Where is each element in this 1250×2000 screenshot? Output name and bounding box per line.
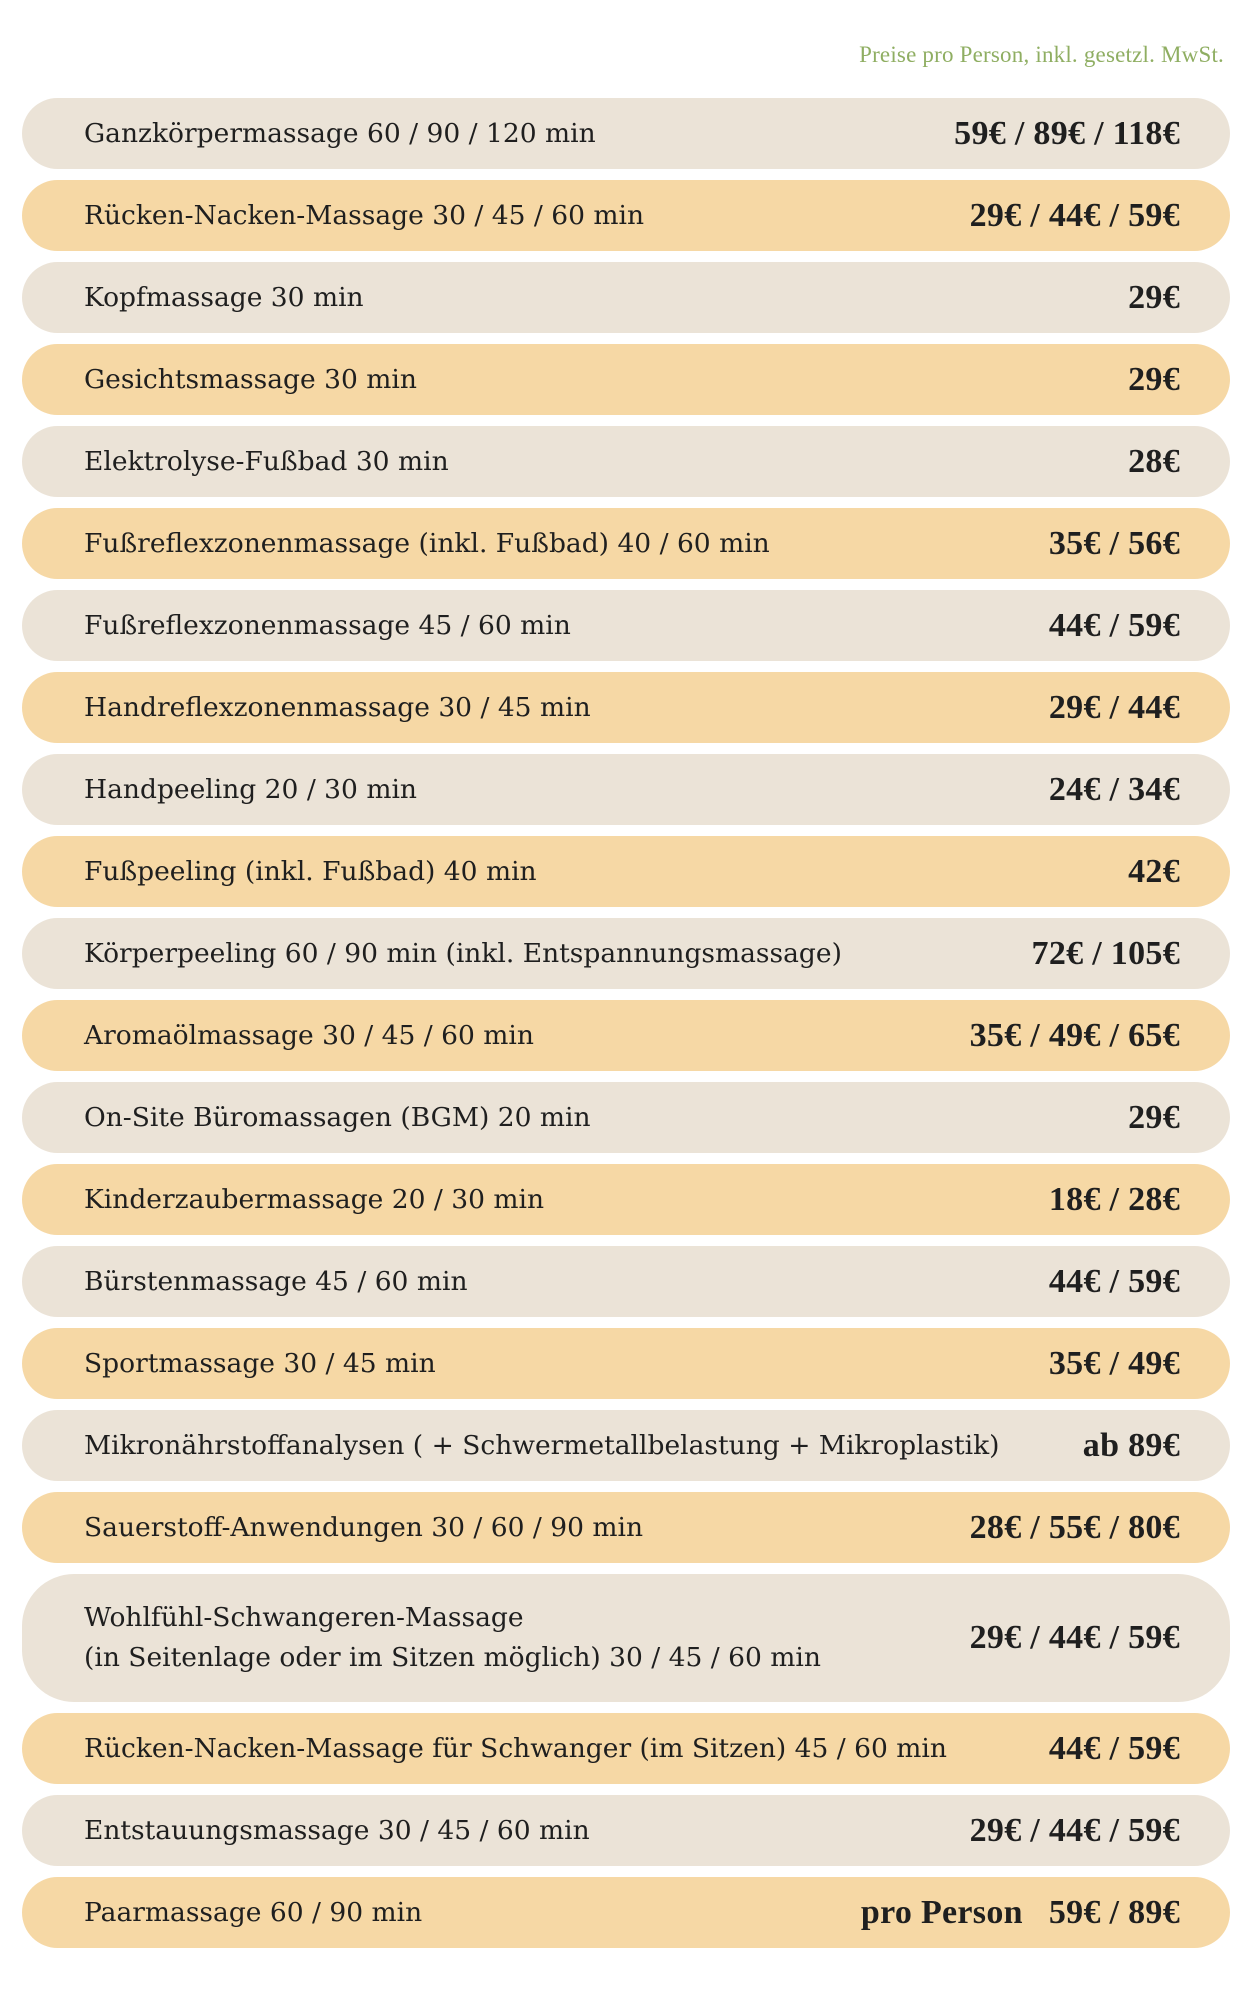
price-row-sportmassage <box>22 1328 1230 1399</box>
price-row-gesichtsmassage <box>22 344 1230 415</box>
service-name: Körperpeeling 60 / 90 min (inkl. Entspannungsmassage) <box>84 937 842 969</box>
price-row-koerperpeeling <box>22 918 1230 989</box>
service-price: 29€ / 44€ <box>1048 688 1180 726</box>
price-row-mikronaehrstoffanalysen <box>22 1410 1230 1481</box>
price-row-ganzkoerpermassage <box>22 98 1230 169</box>
service-price: 24€ / 34€ <box>1048 770 1180 808</box>
service-name: Sportmassage 30 / 45 min <box>84 1347 436 1379</box>
service-name: Rücken-Nacken-Massage 30 / 45 / 60 min <box>84 199 645 231</box>
service-price: ab 89€ <box>1082 1426 1180 1464</box>
service-price: 35€ / 49€ <box>1048 1344 1180 1382</box>
service-name: Aromaölmassage 30 / 45 / 60 min <box>84 1019 534 1051</box>
service-name: Handreflexzonenmassage 30 / 45 min <box>84 691 591 723</box>
service-name: Bürstenmassage 45 / 60 min <box>84 1265 468 1297</box>
service-name: Sauerstoff-Anwendungen 30 / 60 / 90 min <box>84 1511 644 1543</box>
service-price: 29€ <box>1128 278 1180 316</box>
service-price: 29€ <box>1128 1098 1180 1136</box>
price-note: Preise pro Person, inkl. gesetzl. MwSt. <box>859 42 1224 67</box>
price-list <box>22 98 1230 1959</box>
service-price: 29€ / 44€ / 59€ <box>969 1811 1180 1849</box>
service-name: Kinderzaubermassage 20 / 30 min <box>84 1183 545 1215</box>
service-price: 59€ / 89€ <box>1048 1893 1180 1931</box>
price-row-kopfmassage <box>22 262 1230 333</box>
service-price: 35€ / 56€ <box>1048 524 1180 562</box>
service-price: 44€ / 59€ <box>1048 1262 1180 1300</box>
service-name: Gesichtsmassage 30 min <box>84 363 417 395</box>
service-price: 29€ <box>1128 360 1180 398</box>
price-row-wohlfuehl-schwangeren-massage <box>22 1574 1230 1702</box>
price-row-aromaoelmassage <box>22 1000 1230 1071</box>
price-row-fusspeeling <box>22 836 1230 907</box>
service-price: 59€ / 89€ / 118€ <box>954 114 1180 152</box>
service-name: Fußreflexzonenmassage 45 / 60 min <box>84 609 571 641</box>
service-name: Mikronährstoffanalysen ( + Schwermetallbelastung + Mikroplastik) <box>84 1429 1000 1461</box>
price-row-paarmassage <box>22 1877 1230 1948</box>
price-prefix: pro Person <box>860 1893 1023 1931</box>
price-row-sauerstoff-anwendungen <box>22 1492 1230 1563</box>
service-price: 35€ / 49€ / 65€ <box>969 1016 1180 1054</box>
service-name: Entstauungsmassage 30 / 45 / 60 min <box>84 1814 590 1846</box>
service-name: Ganzkörpermassage 60 / 90 / 120 min <box>84 117 596 149</box>
price-row-ruecken-nacken-schwanger <box>22 1713 1230 1784</box>
price-row-kinderzaubermassage <box>22 1164 1230 1235</box>
price-row-ruecken-nacken-massage <box>22 180 1230 251</box>
service-price-group <box>861 1894 1180 1932</box>
service-name: Handpeeling 20 / 30 min <box>84 773 417 805</box>
price-row-handpeeling <box>22 754 1230 825</box>
price-row-fussreflexzonenmassage <box>22 590 1230 661</box>
service-name-line-1: Wohlfühl-Schwangeren-Massage <box>84 1602 524 1633</box>
price-row-elektrolyse-fussbad <box>22 426 1230 497</box>
price-row-entstauungsmassage <box>22 1795 1230 1866</box>
service-name: On-Site Büromassagen (BGM) 20 min <box>84 1101 591 1133</box>
service-name: Fußpeeling (inkl. Fußbad) 40 min <box>84 855 537 887</box>
service-name: Rücken-Nacken-Massage für Schwanger (im Sitzen) 45 / 60 min <box>84 1732 947 1764</box>
service-price: 18€ / 28€ <box>1048 1180 1180 1218</box>
service-price: 44€ / 59€ <box>1048 606 1180 644</box>
service-price: 28€ <box>1128 442 1180 480</box>
service-price: 29€ / 44€ / 59€ <box>969 196 1180 234</box>
service-price: 29€ / 44€ / 59€ <box>969 1619 1180 1656</box>
service-name: Fußreflexzonenmassage (inkl. Fußbad) 40 / 60 min <box>84 527 770 559</box>
service-price: 42€ <box>1128 852 1180 890</box>
price-row-fussreflexzonen-fussbad <box>22 508 1230 579</box>
price-row-buerstenmassage <box>22 1246 1230 1317</box>
price-row-on-site-bueromassagen <box>22 1082 1230 1153</box>
service-name-line-2: (in Seitenlage oder im Sitzen möglich) 30 / 45 / 60 min <box>84 1642 821 1673</box>
service-price: 44€ / 59€ <box>1048 1729 1180 1767</box>
price-row-handreflexzonenmassage <box>22 672 1230 743</box>
service-price: 28€ / 55€ / 80€ <box>969 1508 1180 1546</box>
service-name: Paarmassage 60 / 90 min <box>84 1896 423 1928</box>
service-name: Kopfmassage 30 min <box>84 281 364 313</box>
service-name <box>84 1598 821 1678</box>
service-name: Elektrolyse-Fußbad 30 min <box>84 445 449 477</box>
service-price: 72€ / 105€ <box>1031 934 1180 972</box>
